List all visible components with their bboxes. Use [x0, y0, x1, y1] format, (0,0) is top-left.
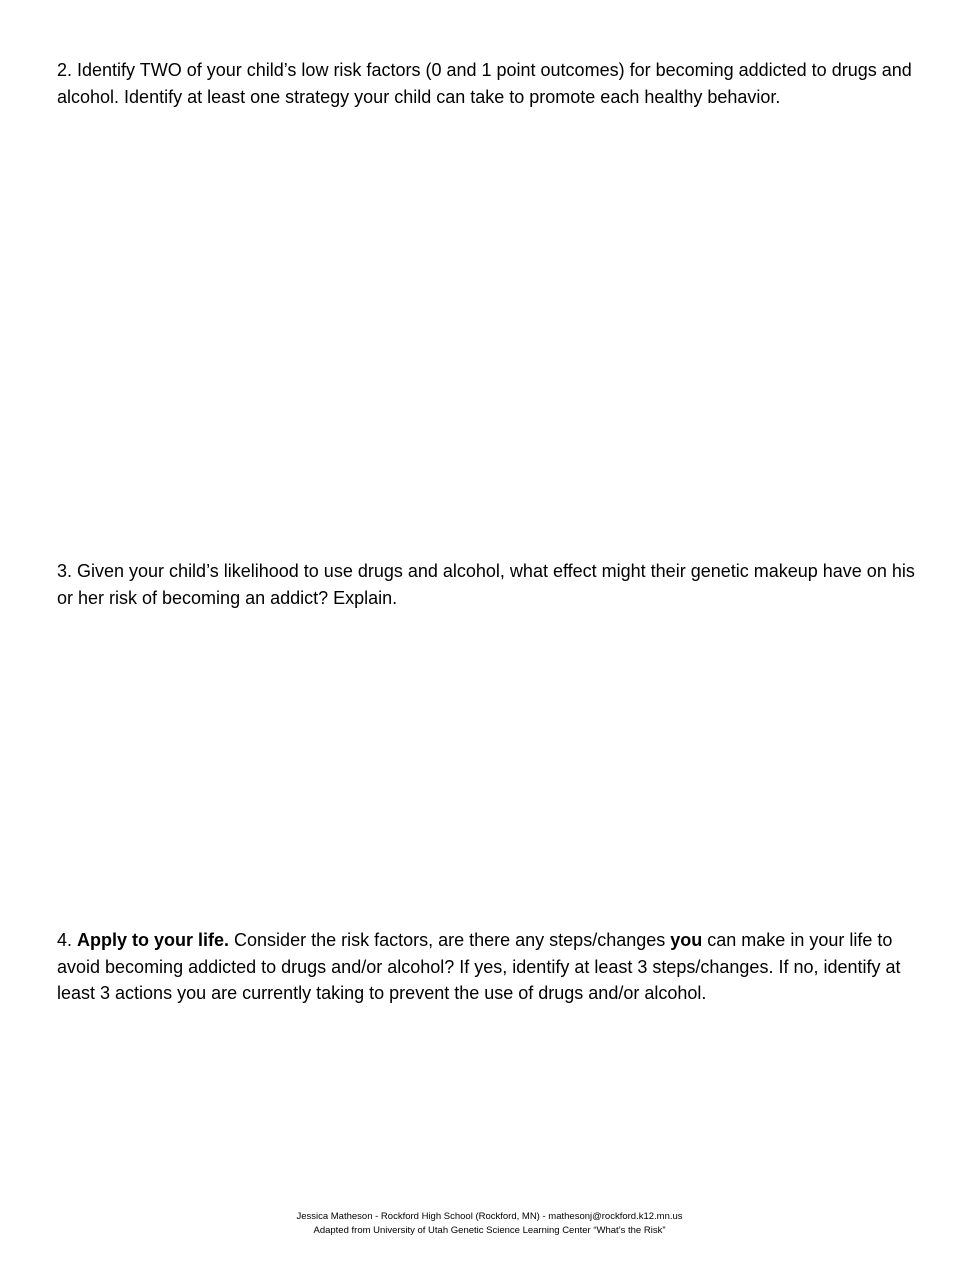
question-3 — [57, 558, 923, 611]
question-4-number: 4. — [57, 930, 78, 950]
question-2-text: 2. Identify TWO of your child’s low risk factors (0 and 1 point outcomes) for becoming addicted to drugs and alcohol. Identify at least one strategy your child can take to promote each healthy behavior. — [57, 60, 912, 107]
question-2-answer-space[interactable] — [57, 140, 923, 540]
question-4-bold-lead: Apply to your life. — [77, 930, 230, 950]
question-4-text-part1: Consider the risk factors, are there any steps/changes — [229, 930, 671, 950]
question-4-text-part2: can make in your life to avoid becoming addicted to drugs and/or alcohol? If yes, identify at least 3 steps/changes. If no, identify at least 3 actions you are currently taking to prevent the use of drugs and/or alcohol. — [57, 930, 901, 1003]
page-footer — [0, 1210, 979, 1238]
question-4-bold-word: you — [670, 930, 703, 950]
question-3-text: 3. Given your child’s likelihood to use drugs and alcohol, what effect might their genetic makeup have on his or her risk of becoming an addict? Explain. — [57, 561, 915, 608]
question-4-answer-space[interactable] — [57, 1010, 923, 1200]
footer-attribution-line: Adapted from University of Utah Genetic Science Learning Center “What’s the Risk” — [313, 1225, 666, 1236]
question-3-answer-space[interactable] — [57, 615, 923, 915]
footer-author-line: Jessica Matheson - Rockford High School (Rockford, MN) - mathesonj@rockford.k12.mn.us — [296, 1211, 683, 1222]
question-2 — [57, 57, 923, 110]
question-4 — [57, 927, 923, 1007]
